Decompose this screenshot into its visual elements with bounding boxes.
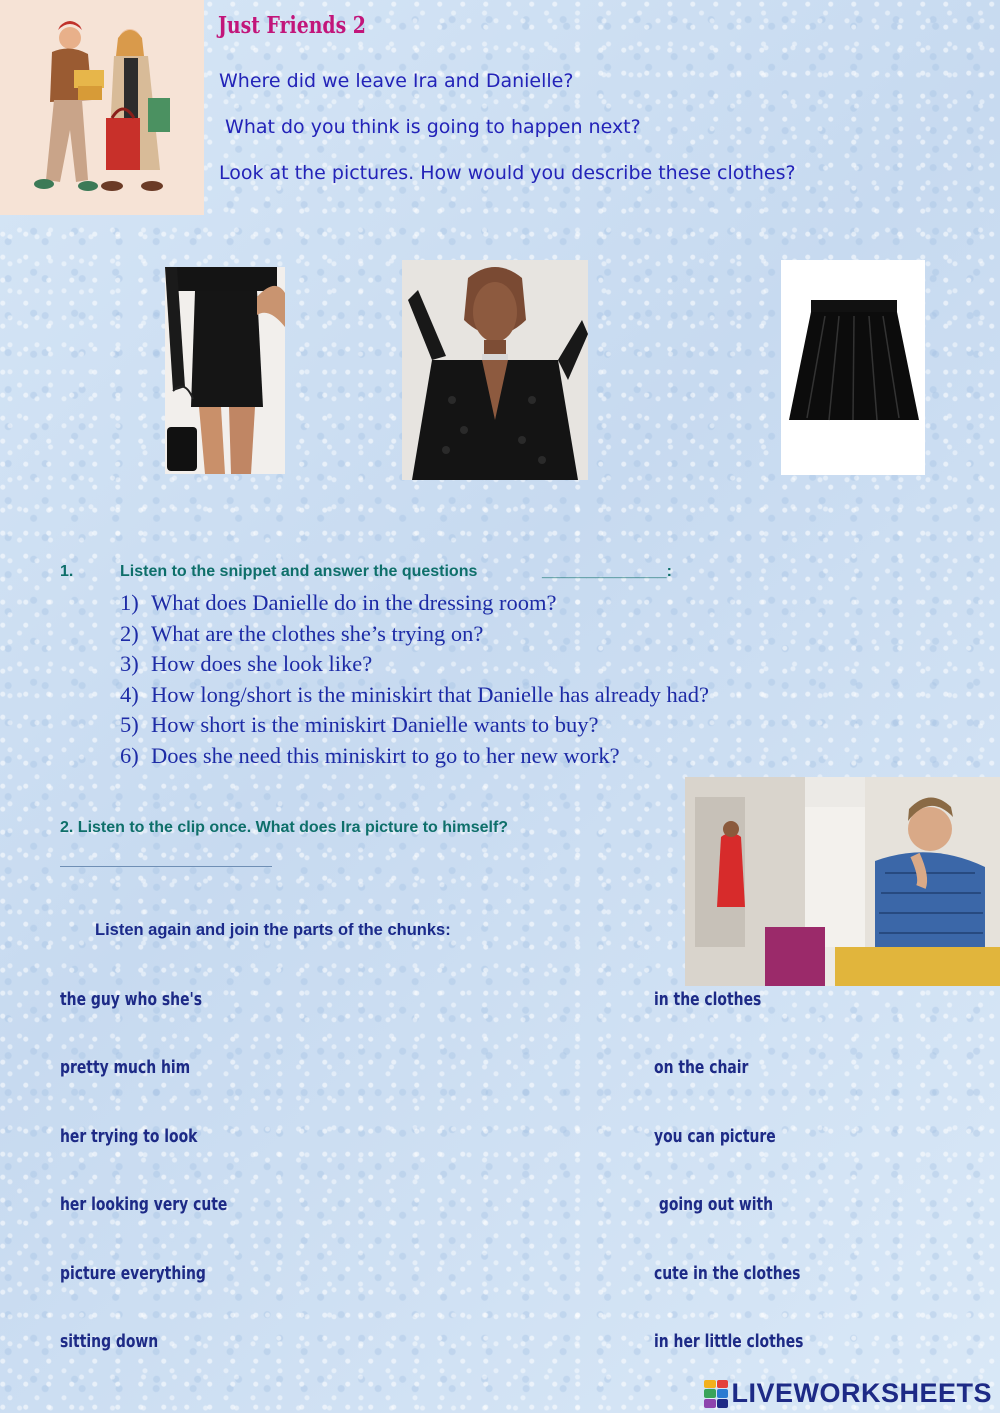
left-chunk[interactable]: sitting down xyxy=(60,1331,159,1352)
liveworksheets-wordmark: LIVEWORKSHEETS xyxy=(731,1378,992,1408)
liveworksheets-logo-icon xyxy=(704,1380,728,1408)
exercise-2-instruction: 2. Listen to the clip once. What does Ira picture to himself? xyxy=(60,819,509,836)
list-item: 4) How long/short is the miniskirt that Danielle has already had? xyxy=(120,681,709,707)
left-chunk[interactable]: the guy who she's xyxy=(60,989,203,1010)
intro-question-1: Where did we leave Ira and Danielle? xyxy=(219,70,574,92)
shopping-couple-illustration xyxy=(0,0,204,215)
intro-question-3: Look at the pictures. How would you describe these clothes? xyxy=(219,162,796,184)
pleated-skirt-photo xyxy=(781,260,925,475)
intro-question-2: What do you think is going to happen next? xyxy=(219,116,641,138)
list-item: 5) How short is the miniskirt Danielle wants to buy? xyxy=(120,712,599,738)
left-chunk[interactable]: her looking very cute xyxy=(60,1194,228,1215)
list-item: 2) What are the clothes she’s trying on? xyxy=(120,620,484,646)
right-chunk[interactable]: in her little clothes xyxy=(654,1331,804,1352)
exercise-2-answer-line[interactable] xyxy=(60,866,272,867)
liveworksheets-logo xyxy=(704,1378,992,1409)
worksheet-title: Just Friends 2 xyxy=(218,12,366,39)
man-waiting-store-photo xyxy=(685,777,1000,986)
list-item: 1) What does Danielle do in the dressing room? xyxy=(120,590,557,615)
right-chunk[interactable]: on the chair xyxy=(654,1057,749,1078)
left-chunk[interactable]: pretty much him xyxy=(60,1057,191,1078)
exercise-2-sub-instruction: Listen again and join the parts of the chunks: xyxy=(95,921,451,939)
right-chunk[interactable]: cute in the clothes xyxy=(654,1263,801,1284)
list-item: 6) Does she need this miniskirt to go to her new work? xyxy=(120,742,620,768)
black-pencil-skirt-photo xyxy=(165,267,285,474)
right-chunk[interactable]: going out with xyxy=(654,1194,774,1215)
left-chunk[interactable]: her trying to look xyxy=(60,1126,198,1147)
exercise-1-number: 1. xyxy=(60,563,74,580)
list-item: 3) How does she look like? xyxy=(120,651,373,677)
exercise-1-instruction: Listen to the snippet and answer the questions xyxy=(120,563,478,580)
black-lace-top-photo xyxy=(402,260,588,480)
exercise-1-question-list xyxy=(120,588,709,772)
right-chunk[interactable]: in the clothes xyxy=(654,989,762,1010)
left-chunk[interactable]: picture everything xyxy=(60,1263,206,1284)
right-chunk[interactable]: you can picture xyxy=(654,1126,776,1147)
exercise-1-answer-blank[interactable]: ______________: xyxy=(542,563,672,580)
